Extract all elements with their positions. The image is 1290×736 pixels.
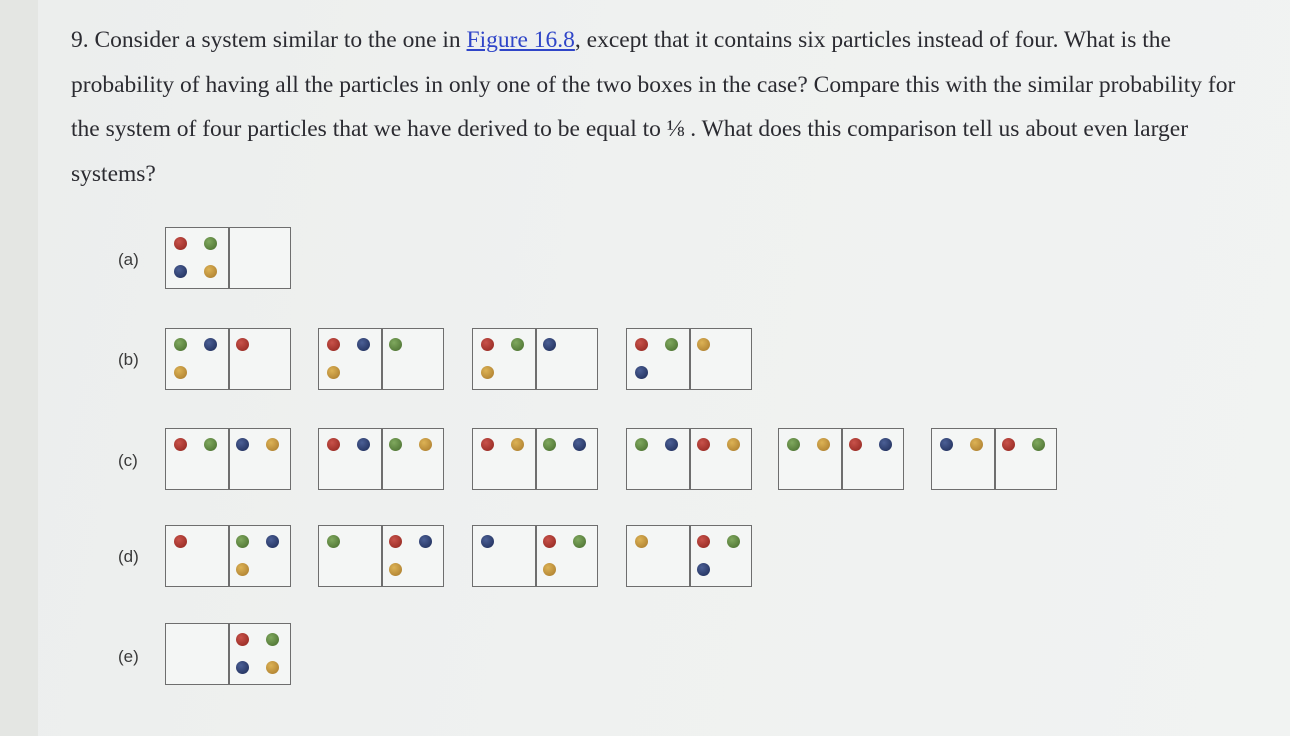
box-divider	[381, 526, 383, 586]
green-particle	[573, 535, 586, 548]
box-divider	[228, 429, 230, 489]
red-particle	[543, 535, 556, 548]
question-body: , except that it contains six particles instead of four. What is the probability of having all the particles in only one of the two boxes in the case? Compare this with the similar probability for the system of four particles that we have derived to be equal to ⅛ . What does this comparison tell us about even larger systems?	[71, 27, 1236, 187]
box-divider	[228, 526, 230, 586]
yellow-particle	[204, 265, 217, 278]
yellow-particle	[635, 535, 648, 548]
yellow-particle	[970, 438, 983, 451]
configuration-b-4	[626, 328, 752, 390]
blue-particle	[665, 438, 678, 451]
red-particle	[174, 237, 187, 250]
green-particle	[327, 535, 340, 548]
red-particle	[849, 438, 862, 451]
blue-particle	[481, 535, 494, 548]
green-particle	[787, 438, 800, 451]
green-particle	[389, 438, 402, 451]
red-particle	[174, 535, 187, 548]
yellow-particle	[236, 563, 249, 576]
green-particle	[174, 338, 187, 351]
yellow-particle	[266, 661, 279, 674]
blue-particle	[357, 438, 370, 451]
box-divider	[841, 429, 843, 489]
green-particle	[389, 338, 402, 351]
red-particle	[1002, 438, 1015, 451]
yellow-particle	[543, 563, 556, 576]
red-particle	[174, 438, 187, 451]
red-particle	[236, 633, 249, 646]
blue-particle	[204, 338, 217, 351]
row-label-b: (b)	[118, 350, 139, 369]
row-label-c: (c)	[118, 451, 138, 470]
blue-particle	[236, 661, 249, 674]
blue-particle	[879, 438, 892, 451]
configuration-b-2	[318, 328, 444, 390]
red-particle	[327, 438, 340, 451]
question-intro: 9. Consider a system similar to the one in	[71, 27, 467, 53]
box-divider	[535, 526, 537, 586]
box-divider	[228, 329, 230, 389]
configuration-c-1	[165, 428, 291, 490]
blue-particle	[174, 265, 187, 278]
yellow-particle	[266, 438, 279, 451]
box-divider	[689, 429, 691, 489]
red-particle	[389, 535, 402, 548]
configuration-c-5	[778, 428, 904, 490]
yellow-particle	[174, 366, 187, 379]
box-divider	[381, 329, 383, 389]
configuration-c-3	[472, 428, 598, 490]
red-particle	[697, 438, 710, 451]
configuration-c-2	[318, 428, 444, 490]
green-particle	[543, 438, 556, 451]
red-particle	[481, 338, 494, 351]
yellow-particle	[481, 366, 494, 379]
configuration-c-6	[931, 428, 1057, 490]
configuration-b-1	[165, 328, 291, 390]
blue-particle	[697, 563, 710, 576]
yellow-particle	[389, 563, 402, 576]
yellow-particle	[727, 438, 740, 451]
row-label-e: (e)	[118, 647, 139, 666]
box-divider	[689, 526, 691, 586]
configuration-e-1	[165, 623, 291, 685]
green-particle	[665, 338, 678, 351]
red-particle	[481, 438, 494, 451]
box-divider	[381, 429, 383, 489]
blue-particle	[266, 535, 279, 548]
blue-particle	[573, 438, 586, 451]
green-particle	[266, 633, 279, 646]
configuration-d-4	[626, 525, 752, 587]
configuration-d-2	[318, 525, 444, 587]
yellow-particle	[511, 438, 524, 451]
configuration-c-4	[626, 428, 752, 490]
blue-particle	[357, 338, 370, 351]
configuration-b-3	[472, 328, 598, 390]
blue-particle	[940, 438, 953, 451]
yellow-particle	[697, 338, 710, 351]
green-particle	[1032, 438, 1045, 451]
green-particle	[204, 237, 217, 250]
box-divider	[228, 624, 230, 684]
box-divider	[228, 228, 230, 288]
yellow-particle	[327, 366, 340, 379]
textbook-page	[38, 0, 1290, 736]
configuration-d-3	[472, 525, 598, 587]
box-divider	[689, 329, 691, 389]
row-label-d: (d)	[118, 547, 139, 566]
configuration-a-1	[165, 227, 291, 289]
box-divider	[535, 329, 537, 389]
blue-particle	[236, 438, 249, 451]
red-particle	[697, 535, 710, 548]
blue-particle	[635, 366, 648, 379]
green-particle	[511, 338, 524, 351]
question-text	[71, 18, 1261, 196]
yellow-particle	[817, 438, 830, 451]
green-particle	[236, 535, 249, 548]
row-label-a: (a)	[118, 250, 139, 269]
box-divider	[535, 429, 537, 489]
red-particle	[236, 338, 249, 351]
green-particle	[204, 438, 217, 451]
yellow-particle	[419, 438, 432, 451]
green-particle	[635, 438, 648, 451]
red-particle	[327, 338, 340, 351]
green-particle	[727, 535, 740, 548]
configuration-d-1	[165, 525, 291, 587]
blue-particle	[419, 535, 432, 548]
red-particle	[635, 338, 648, 351]
box-divider	[994, 429, 996, 489]
blue-particle	[543, 338, 556, 351]
figure-link[interactable]: Figure 16.8	[466, 27, 575, 53]
